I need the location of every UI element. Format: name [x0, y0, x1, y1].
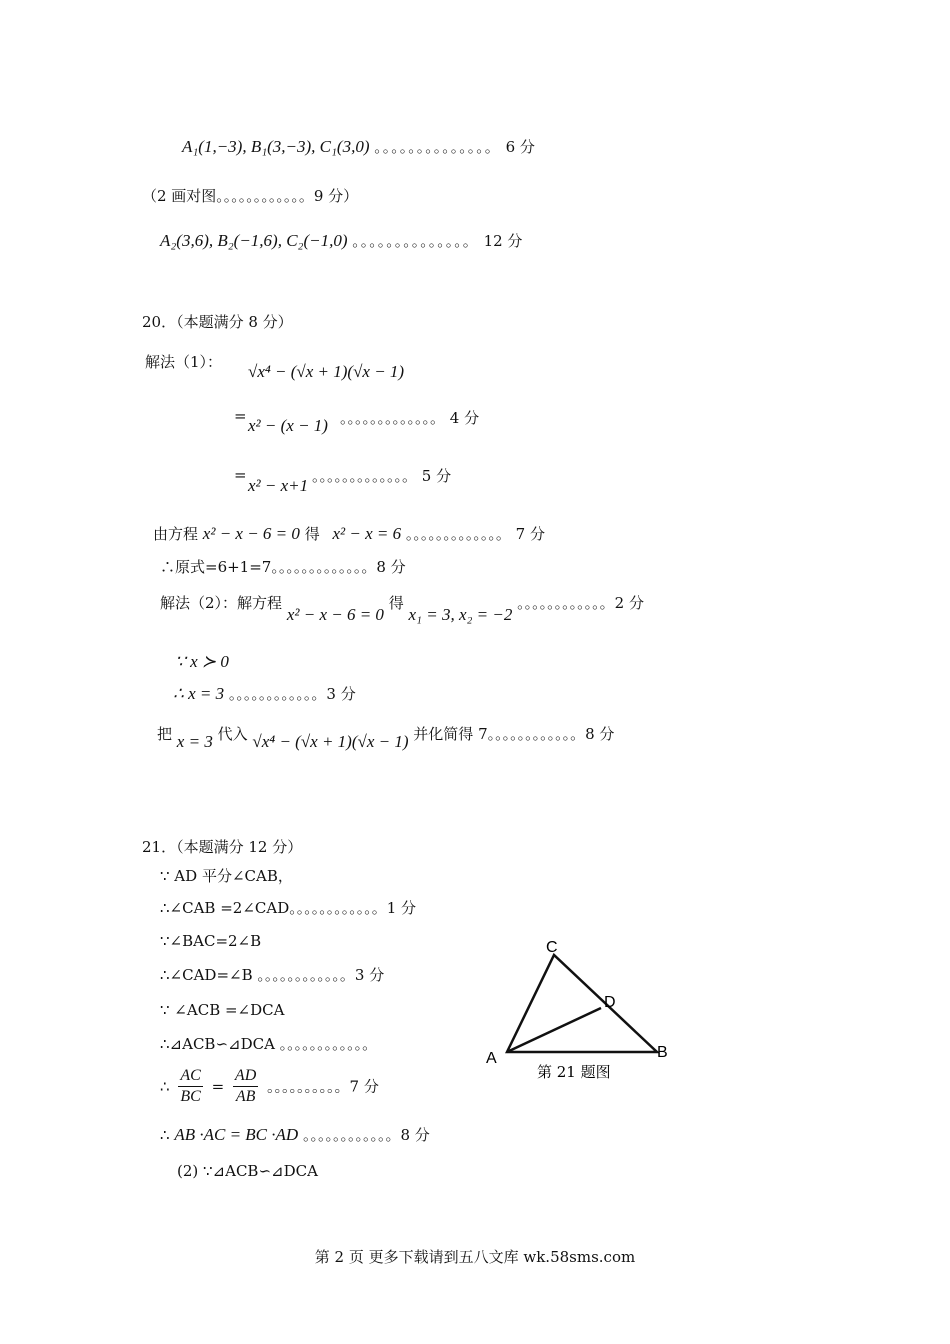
equation-result-math: x² − x = 6	[332, 524, 402, 543]
therefore-symbol: ∴	[160, 1126, 170, 1144]
q20-step-3	[248, 476, 308, 496]
product-equation: AB ·AC = BC ·AD	[174, 1125, 299, 1144]
substitute-value: x = 3	[176, 732, 213, 751]
q21-line-2: ∴∠CAB =2∠CAD。。。。。。。。。。。。1 分	[160, 899, 417, 917]
score: 。。。。。。。。。。。。8 分	[302, 1126, 430, 1144]
q20-equation-line	[153, 524, 545, 544]
leader-dots: 。。。。。。。。。。。。。。	[374, 138, 501, 156]
q21-line-3: ∵∠BAC=2∠B	[160, 932, 262, 950]
vertex-label-c: C	[546, 940, 558, 956]
text-fragment: 代入	[217, 725, 248, 743]
question-20-heading: 20．（本题满分 8 分）	[142, 313, 293, 331]
method2-roots: x₁ = 3, x₂ = −2	[408, 605, 513, 624]
q20-method2-line	[160, 593, 644, 624]
q21-ratio-line	[160, 1066, 379, 1107]
q20-step-2-score: 。。。。。。。。。。。。。 4 分	[340, 409, 480, 427]
drawing-note: （2 画对图。。。。。。。。。。。。9 分）	[142, 187, 359, 205]
q21-line-1: ∵ AD 平分∠CAB，	[160, 867, 293, 885]
page-footer: 第 2 页 更多下载请到五八文库 wk.58sms.com	[314, 1248, 636, 1266]
therefore-math: ∴ x = 3	[173, 684, 225, 703]
triangle-figure	[480, 940, 690, 1090]
q20-method1-label: 解法（1）：	[145, 353, 223, 371]
vertex-label-b: B	[657, 1044, 668, 1061]
fraction-ad-ab	[233, 1066, 258, 1107]
score: 。。。。。。。。。。。。。 7 分	[405, 525, 545, 543]
q21-product-line	[160, 1125, 430, 1145]
text-fragment: 得	[304, 525, 320, 543]
q21-line-4: ∴∠CAD=∠B 。。。。。。。。。。。。3 分	[160, 966, 385, 984]
fraction-denominator: BC	[180, 1088, 201, 1105]
method2-label: 解法（2）：解方程	[160, 594, 283, 612]
substitute-expression: √x⁴ − (√x + 1)(√x − 1)	[252, 732, 409, 751]
score: 。。。。。。。。。。。。2 分	[517, 594, 644, 612]
answer-line-drawing	[142, 186, 358, 206]
leader-dots: 。。。。。。。。。。。。。。	[352, 232, 479, 250]
therefore-symbol: ∴	[160, 1077, 170, 1096]
q21-part2-line: (2) ∵⊿ACB∽⊿DCA	[177, 1162, 318, 1180]
q21-line-6: ∴⊿ACB∽⊿DCA 。。。。。。。。。。。。	[160, 1035, 378, 1053]
q20-expression: √x⁴ − (√x + 1)(√x − 1)	[248, 362, 405, 381]
coords-a2-b2-c2: A₂(3,6), B₂(−1,6), C₂(−1,0)	[160, 231, 348, 250]
vertex-label-d: D	[604, 994, 616, 1011]
text-fragment: 由方程	[153, 525, 199, 543]
vertex-label-a: A	[486, 1050, 497, 1067]
q20-step-3-math: x² − x+1	[248, 476, 309, 495]
q20-therefore-line	[173, 684, 356, 704]
fraction-ac-bc	[178, 1066, 202, 1107]
score: 12 分	[483, 232, 523, 250]
fraction-numerator: AD	[233, 1066, 258, 1087]
text-fragment: 把	[157, 725, 173, 743]
score: 并化简得 7。。。。。。。。。。。。8 分	[413, 725, 615, 743]
answer-line-a2	[160, 231, 522, 251]
score: 。。。。。。。。。。7 分	[267, 1077, 379, 1096]
q20-result-line: ∴原式=6+1=7。。。。。。。。。。。。。8 分	[160, 558, 406, 576]
q20-step-2-math: x² − (x − 1)	[248, 416, 328, 435]
score: 。。。。。。。。。。。。3 分	[228, 685, 356, 703]
q20-because-line: ∵ x ≻ 0	[175, 652, 229, 671]
q20-equals-1: =	[234, 407, 247, 425]
q21-line-5: ∵ ∠ACB =∠DCA	[160, 1001, 285, 1019]
figure-caption: 第 21 题图	[537, 1063, 611, 1081]
q20-equals-2: =	[234, 466, 247, 484]
bisector-ad	[507, 1008, 601, 1052]
text-fragment: 得	[388, 594, 404, 612]
fraction-denominator: AB	[235, 1088, 256, 1105]
fraction-numerator: AC	[178, 1066, 202, 1087]
q20-step-3-score: 。。。。。。。。。。。。。 5 分	[312, 467, 452, 485]
answer-line-a1	[182, 137, 535, 157]
equals-sign: =	[211, 1077, 225, 1096]
coords-a1-b1-c1: A₁(1,−3), B₁(3,−3), C₁(3,0)	[182, 137, 370, 156]
equation-math: x² − x − 6 = 0	[202, 524, 300, 543]
triangle-acb	[507, 955, 657, 1052]
method2-equation: x² − x − 6 = 0	[286, 605, 384, 624]
q20-step-2	[248, 416, 328, 436]
score: 6 分	[505, 138, 535, 156]
q20-substitute-line	[157, 724, 615, 751]
question-21-heading: 21．（本题满分 12 分）	[142, 838, 303, 856]
